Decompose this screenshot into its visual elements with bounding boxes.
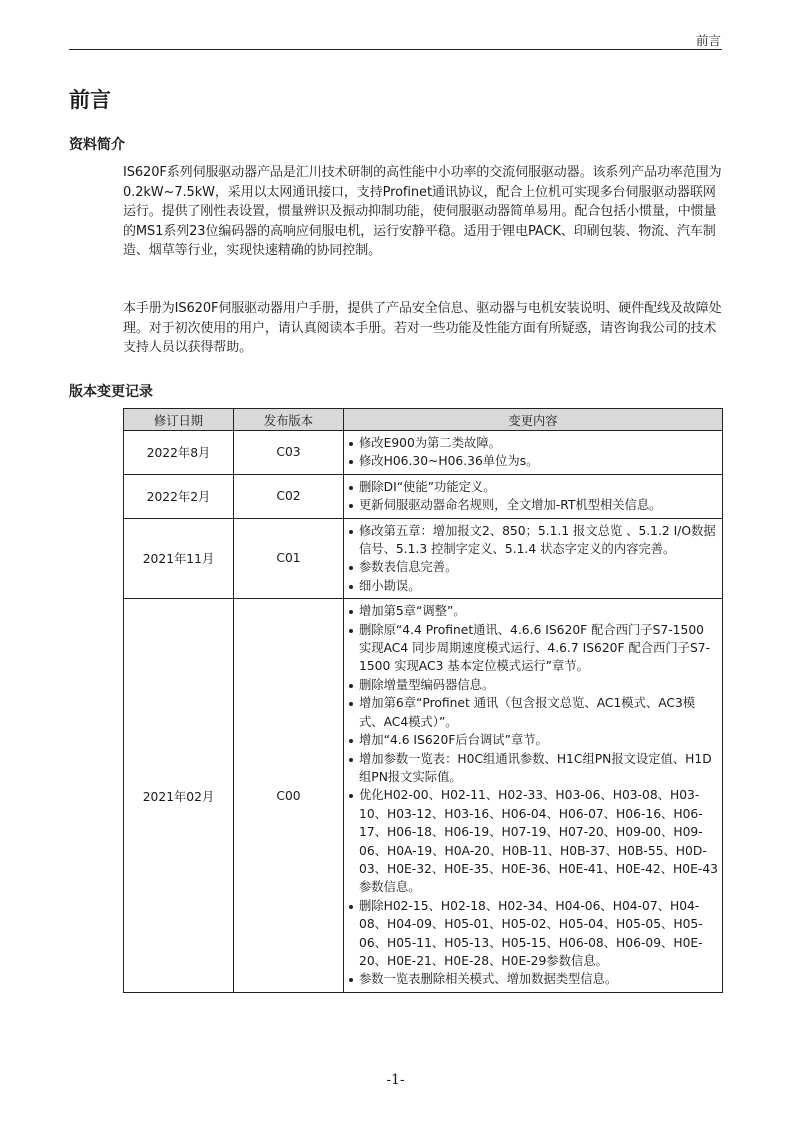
change-item: 增加第5章“调整”。	[348, 602, 719, 620]
column-header-changes: 变更内容	[344, 409, 723, 431]
change-item: 更新伺服驱动器命名规则，全文增加-RT机型相关信息。	[348, 496, 719, 514]
intro-text-1: IS620F系列伺服驱动器产品是汇川技术研制的高性能中小功率的交流伺服驱动器。该系列产品功率范围为0.2kW~7.5kW，采用以太网通讯接口，支持Profinet通讯协议，配合上位机可实现多台伺服驱动器联网运行。提供了刚性表设置，惯量辨识及振动抑制功能，使伺服驱动器简单易用。配合包括小惯量，中惯量的MS1系列23位编码器的高响应伺服电机，运行安静平稳。适用于锂电PACK、印刷包装、物流、汽车制造、烟草等行业，实现快速精确的协同控制。	[123, 165, 722, 258]
change-item: 优化H02-00、H02-11、H02-33、H03-06、H03-08、H03-10、H03-12、H03-16、H06-04、H06-07、H06-16、H06-17、H06-18、H06-19、H07-19、H07-20、H09-00、H09-06、H0A-19、H0A-20、H0B-11、H0B-37、H0B-55、H0D-03、H0E-32、H0E-35、H0E-36、H0E-41、H0E-42、H0E-43参数信息。	[348, 786, 719, 896]
revision-table	[123, 408, 723, 993]
revision-date: 2021年02月	[124, 599, 234, 993]
revision-changes	[344, 599, 723, 993]
revision-date: 2022年2月	[124, 474, 234, 518]
change-item: 增加第6章“Profinet 通讯（包含报文总览、AC1模式、AC3模式、AC4模式）”。	[348, 694, 719, 731]
table-row	[124, 518, 723, 599]
change-item: 删除H02-15、H02-18、H02-34、H04-06、H04-07、H04-08、H04-09、H05-01、H05-02、H05-04、H05-05、H05-06、H05-11、H05-13、H05-15、H06-08、H06-09、H0E-20、H0E-21、H0E-28、H0E-29参数信息。	[348, 897, 719, 971]
intro-text-2: 本手册为IS620F伺服驱动器用户手册，提供了产品安全信息、驱动器与电机安装说明、硬件配线及故障处理。对于初次使用的用户，请认真阅读本手册。若对一些功能及性能方面有所疑惑，请咨询我公司的技术支持人员以获得帮助。	[123, 301, 722, 355]
change-item: 增加“4.6 IS620F后台调试”章节。	[348, 731, 719, 749]
change-item: 增加参数一览表：H0C组通讯参数、H1C组PN报文设定值、H1D组PN报文实际值。	[348, 750, 719, 787]
header-rule	[69, 49, 722, 50]
change-item: 修改E900为第二类故障。	[348, 434, 719, 452]
change-item: 修改第五章：增加报文2、850；5.1.1 报文总览 、5.1.2 I/O数据信号、5.1.3 控制字定义、5.1.4 状态字定义的内容完善。	[348, 522, 719, 559]
change-item: 修改H06.30~H06.36单位为s。	[348, 452, 719, 470]
change-item: 删除DI“使能”功能定义。	[348, 478, 719, 496]
change-item: 参数一览表删除相关模式、增加数据类型信息。	[348, 970, 719, 988]
table-row	[124, 599, 723, 993]
running-header: 前言	[695, 33, 721, 48]
revision-version: C03	[234, 431, 344, 475]
revision-version: C00	[234, 599, 344, 993]
revision-heading: 版本变更记录	[69, 384, 153, 400]
revision-date: 2021年11月	[124, 518, 234, 599]
change-item: 删除增量型编码器信息。	[348, 676, 719, 694]
revision-changes	[344, 431, 723, 475]
change-item: 删除原“4.4 Profinet通讯、4.6.6 IS620F 配合西门子S7-1500 实现AC4 同步周期速度模式运行、4.6.7 IS620F 配合西门子S7-1500 实现AC3 基本定位模式运行”章节。	[348, 621, 719, 676]
revision-changes	[344, 518, 723, 599]
revision-date: 2022年8月	[124, 431, 234, 475]
column-header-version: 发布版本	[234, 409, 344, 431]
table-row	[124, 474, 723, 518]
change-item: 参数表信息完善。	[348, 558, 719, 576]
revision-version: C02	[234, 474, 344, 518]
table-header-row	[124, 409, 723, 431]
change-item: 细小勘误。	[348, 577, 719, 595]
intro-paragraph-1	[123, 163, 723, 261]
column-header-date: 修订日期	[124, 409, 234, 431]
revision-changes	[344, 474, 723, 518]
page-title: 前言	[69, 88, 111, 112]
intro-paragraph-2	[123, 299, 723, 358]
intro-heading: 资料简介	[69, 137, 125, 153]
page-number: -1-	[386, 1072, 405, 1088]
revision-version: C01	[234, 518, 344, 599]
table-row	[124, 431, 723, 475]
